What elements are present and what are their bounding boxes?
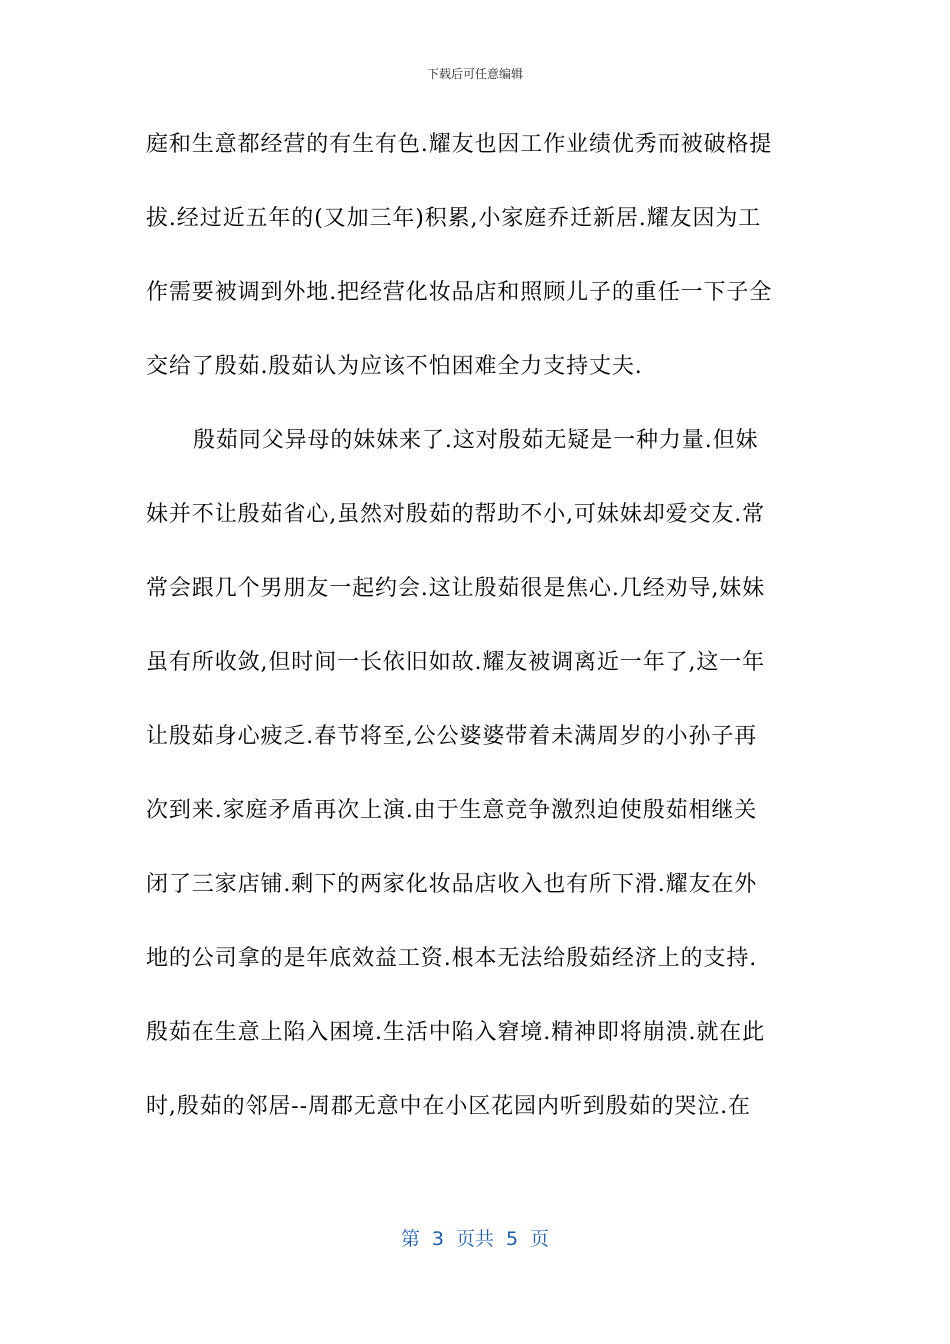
document-body (146, 120, 806, 1156)
text-line: 次到来.家庭矛盾再次上演.由于生意竞争激烈迫使殷茹相继关 (146, 798, 758, 823)
text-line: 交给了殷茹.殷茹认为应该不怕困难全力支持丈夫. (146, 354, 643, 379)
text-line: 时,殷茹的邻居--周郡无意中在小区花园内听到殷茹的哭泣.在 (146, 1094, 751, 1119)
page-number-footer: 第 3 页共 5 页 (400, 1228, 550, 1250)
text-line: 虽有所收敛,但时间一长依旧如故.耀友被调离近一年了,这一年 (146, 650, 766, 675)
text-line: 作需要被调到外地.把经营化妆品店和照顾儿子的重任一下子全 (146, 280, 773, 305)
paragraph-start-line: 殷茹同父异母的妹妹来了.这对殷茹无疑是一种力量.但妹 (193, 428, 759, 453)
text-line: 让殷茹身心疲乏.春节将至,公公婆婆带着未满周岁的小孙子再 (146, 724, 758, 749)
text-line: 妹并不让殷茹省心,虽然对殷茹的帮助不小,可妹妹却爱交友.常 (146, 502, 766, 527)
text-line: 庭和生意都经营的有生有色.耀友也因工作业绩优秀而被破格提 (146, 132, 773, 157)
text-line: 闭了三家店铺.剩下的两家化妆品店收入也有所下滑.耀友在外 (146, 872, 758, 897)
text-line: 拔.经过近五年的(又加三年)积累,小家庭乔迁新居.耀友因为工 (146, 206, 762, 231)
text-line: 地的公司拿的是年底效益工资.根本无法给殷茹经济上的支持. (146, 946, 758, 971)
text-line: 常会跟几个男朋友一起约会.这让殷茹很是焦心.几经劝导,妹妹 (146, 576, 766, 601)
page-header: 下载后可任意编辑 (426, 67, 523, 81)
text-line: 殷茹在生意上陷入困境.生活中陷入窘境.精神即将崩溃.就在此 (146, 1020, 766, 1045)
